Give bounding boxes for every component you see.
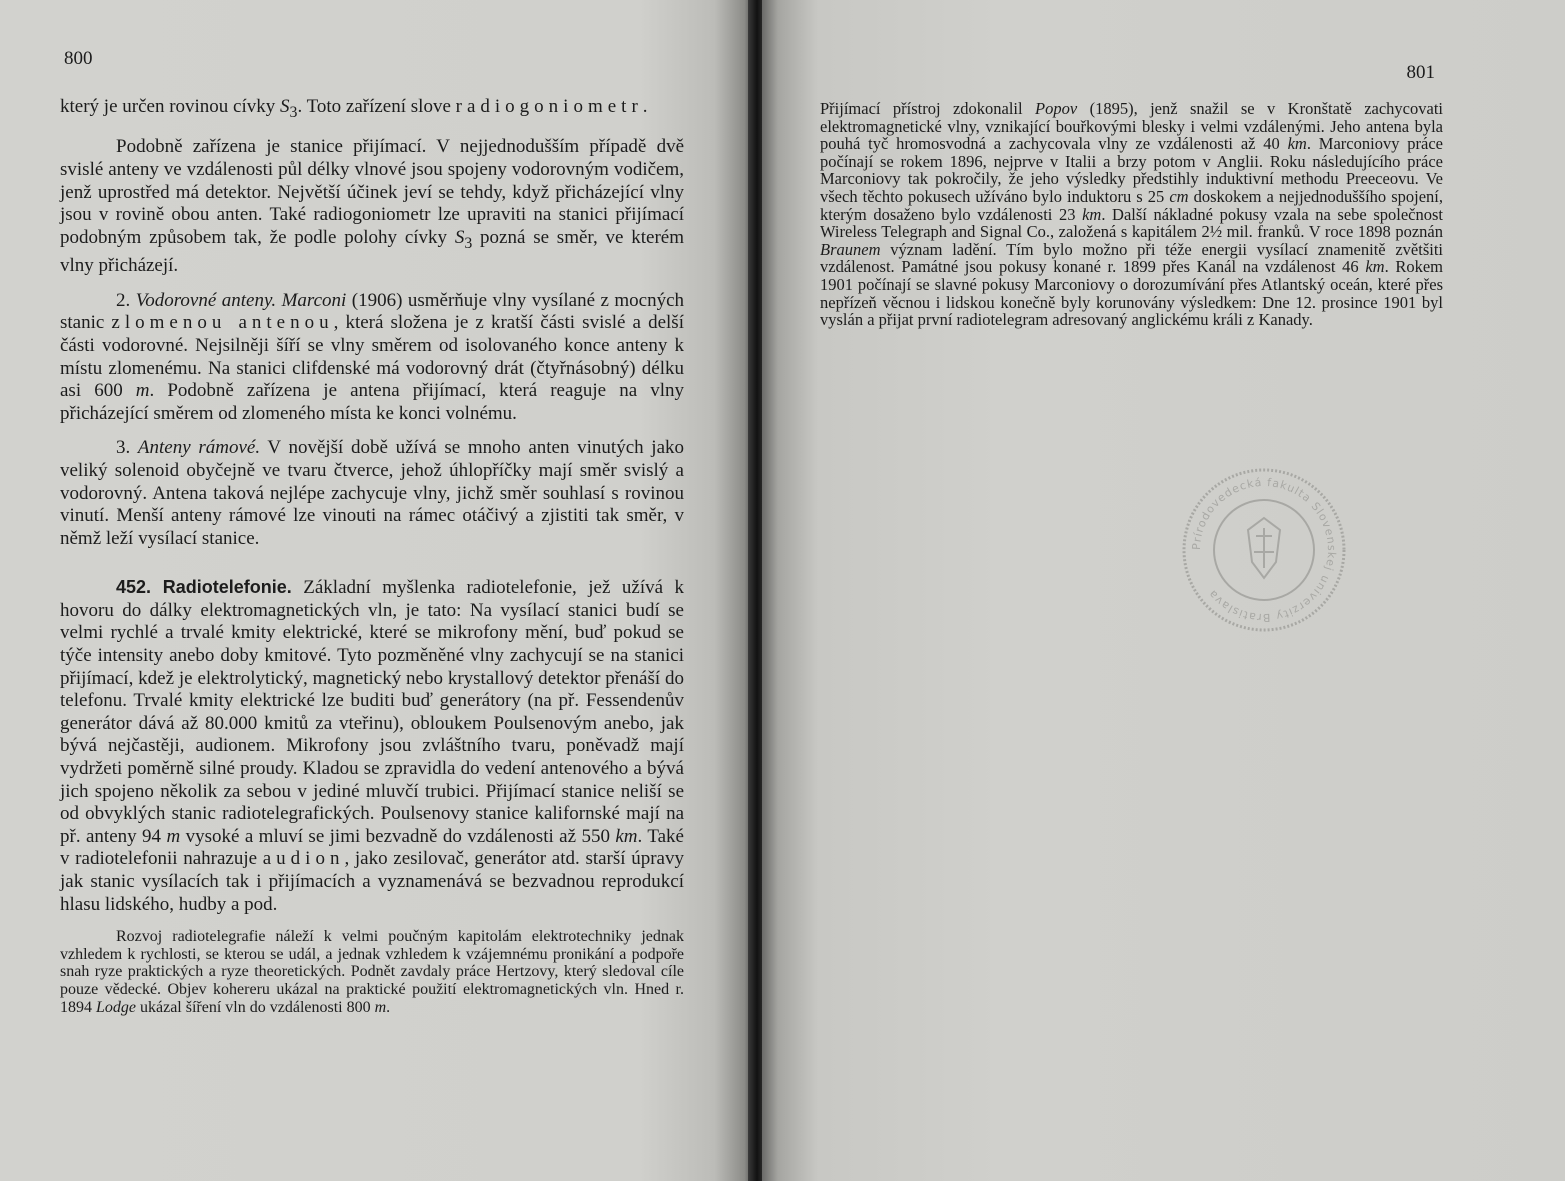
paragraph-history: Přijímací přístroj zdokonalil Popov (1895), jenž snažil se v Kronštatě zachycovati elektromagnetické vlny, vznikající bouřkovými blesky i velmi vzdálenými. Jeho antena byla pouhá tyč hromosvodná a zachycovala vlny ze vzdálenosti až 40 km. Marconiovy práce počínají se rokem 1896, nejprve v Italii a brzy potom v Anglii. Roku následujícího práce Marconiovy tak pokročily, že jeho výsledky předstihly induktivní methodu Preeceovu. Ve všech těchto pokusech užíváno bylo induktoru s 25 cm doskokem a nejjednoduššího spojení, kterým dosaženo bylo vzdálenosti 23 km. Další nákladné pokusy vzala na sebe společnost Wireless Telegraph and Signal Co., založená s kapitálem 2½ mil. franků. V roce 1898 poznán Braunem význam ladění. Tím bylo možno při téže energii vysílací znamenitě zvětšiti vzdálenost. Památné jsou pokusy konané r. 1899 přes Kanál na vzdálenost 46 km. Rokem 1901 počínají se slavné pokusy Marconiovy o dorozumívání přes Atlantský oceán, které přes nepřízeň věcnou i lidskou konečně byly korunovány výsledkem: Dne 12. prosince 1901 byl vyslán a přijat první radiotelegram adresovaný anglickému králi z Kanady. [820,99,1443,330]
paragraph-radiogoniometr: který je určen rovinou cívky $S_3$. Toto zařízení slove radiogoniometr. [60,96,648,121]
page-number-left: 800 [64,48,93,69]
paragraph-horizontal-antennas: 2. Vodorovné anteny. Marconi (1906) usměrňuje vlny vysílané z mocných stanic zlomenou antenou, která složena je z kratší části svislé a delší části vodorovné. Nejsilněji šíří se vlny směrem od isolovaného konce anteny k místu zlomenému. Na stanici clifdenské má vodorovný drát (čtyřnásobný) délku asi 600 m. Podobně zařízena je antena přijímací, která reaguje na vlny přicházející směrem od zlomeného místa ke konci volnému. [60,289,685,424]
paragraph-receiving-station: Podobně zařízena je stanice přijímací. V nejjednodušším případě dvě svislé anteny ve vzdálenosti půl délky vlnové jsou spojeny vodorovným vodičem, jenž uprostřed má detektor. Největší účinek jeví se tehdy, když přicházející vlny jsou v rovině obou anten. Také radiogoniometr lze upraviti na stanici přijímací podobným způsobem tak, že podle polohy cívky $S_3$ pozná se směr, ve kterém vlny přicházejí. [60,136,684,277]
left-page-text [60,96,684,1016]
page-number-right: 801 [1406,62,1435,83]
left-page [0,0,752,1181]
library-stamp [1180,466,1348,634]
right-page [762,0,1565,1181]
section-heading: 452. Radiotelefonie. [116,577,292,598]
right-page-text [820,100,1443,329]
paragraph-radiotelephony: 452. Radiotelefonie. Základní myšlenka radiotelefonie, jež užívá k hovoru do dálky elektromagnetických vln, je tato: Na vysílací stanici budí se velmi rychlé a trvalé kmity elektrické, které se mikrofony mění, buď pokud se týče intensity anebo doby kmitové. Tyto pozměněné vlny zachycují se na stanici přijímací, kdež je elektrolytický, magnetický nebo krystallový detektor přenáší do telefonu. Trvalé kmity elektrické lze buditi buď generátory (na př. Fessendenův generátor dává až 80.000 kmitů za vteřinu), obloukem Poulsenovým anebo, jak bývá nejčastěji, audionem. Mikrofony jsou zvláštního tvaru, poněvadž mají vydržeti poměrně silné proudy. Kladou se zpravidla do vedení antenového a bývá jich spojeno několik za sebou v jediné mluvčí trubici. Přijímací stanice neliší se od obvyklých stanic radiotelegrafických. Poulsenovy stanice kalifornské mají na př. anteny 94 m vysoké a mluví se jimi bezvadně do vzdálenosti až 550 km. Také v radiotelefonii nahrazuje audion, jako zesilovač, generátor atd. starší úpravy jak stanic vysílacích tak i přijímacích a vyznamenává se bezvadnou reprodukcí hlasu lidského, hudby a pod. [60,577,684,915]
stamp-text: Prírodovedecká fakulta Slovenskej univerzity Bratislava [1189,475,1339,625]
paragraph-frame-antennas: 3. Anteny rámové. V novější době užívá se mnoho anten vinutých jako veliký solenoid obyčejně ve tvaru čtverce, jehož úhlopříčky mají směr svislý a vodorovný. Antena taková nejlépe zachycuje vlny, jichž směr souhlasí s rovinou vinutí. Menší anteny rámové lze vinouti na rámec otáčivý a zjistiti tak směr, v němž leží vysílací stanice. [60,437,685,549]
small-print-note: Rozvoj radiotelegrafie náleží k velmi poučným kapitolám elektrotechniky jednak vzhledem k rychlosti, se kterou se udál, a jednak vzhledem k vzájemnému pronikání a podpoře snah ryze praktických a ryze theoretických. Podnět zavdaly práce Hertzovy, který sledoval cíle pouze vědecké. Objev kohereru ukázal na praktické použití elektromagnetických vln. Hned r. 1894 Lodge ukázal šíření vln do vzdálenosti 800 m. [60,928,684,1016]
